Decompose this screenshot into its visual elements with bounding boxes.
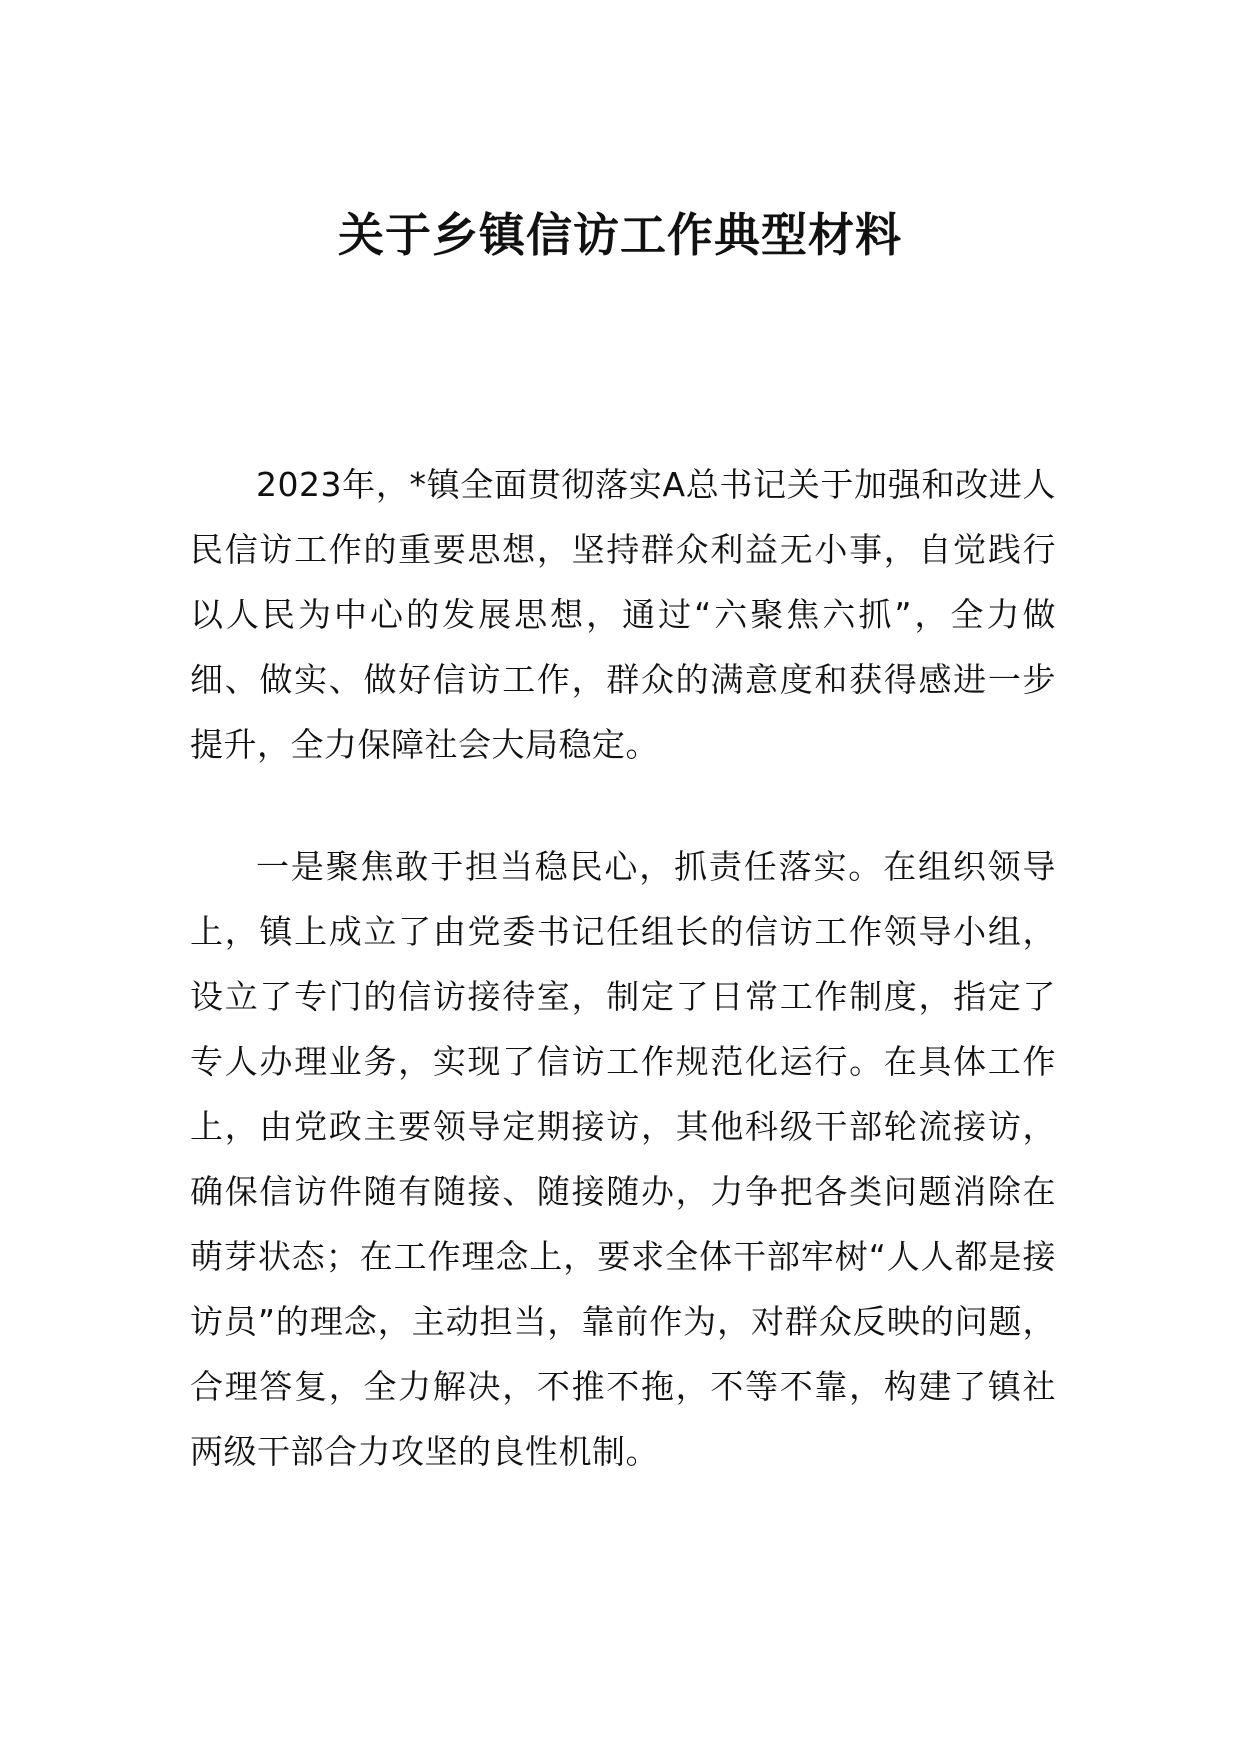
paragraph-responsibility: 一是聚焦敢于担当稳民心，抓责任落实。在组织领导上，镇上成立了由党委书记任组长的信访工作领导小组，设立了专门的信访接待室，制定了日常工作制度，指定了专人办理业务，实现了信访工作规范化运行。在具体工作上，由党政主要领导定期接访，其他科级干部轮流接访，确保信访件随有随接、随接随办，力争把各类问题消除在萌芽状态；在工作理念上，要求全体干部牢树“人人都是接访员”的理念，主动担当，靠前作为，对群众反映的问题，合理答复，全力解决，不推不拖，不等不靠，构建了镇社两级干部合力攻坚的良性机制。 <box>190 847 1056 1471</box>
document-title: 关于乡镇信访工作典型材料 <box>338 208 902 262</box>
paragraph-intro: 2023年，*镇全面贯彻落实A总书记关于加强和改进人民信访工作的重要思想，坚持群众利益无小事，自觉践行以人民为中心的发展思想，通过“六聚焦六抓”，全力做细、做实、做好信访工作，群众的满意度和获得感进一步提升，全力保障社会大局稳定。 <box>190 465 1056 764</box>
